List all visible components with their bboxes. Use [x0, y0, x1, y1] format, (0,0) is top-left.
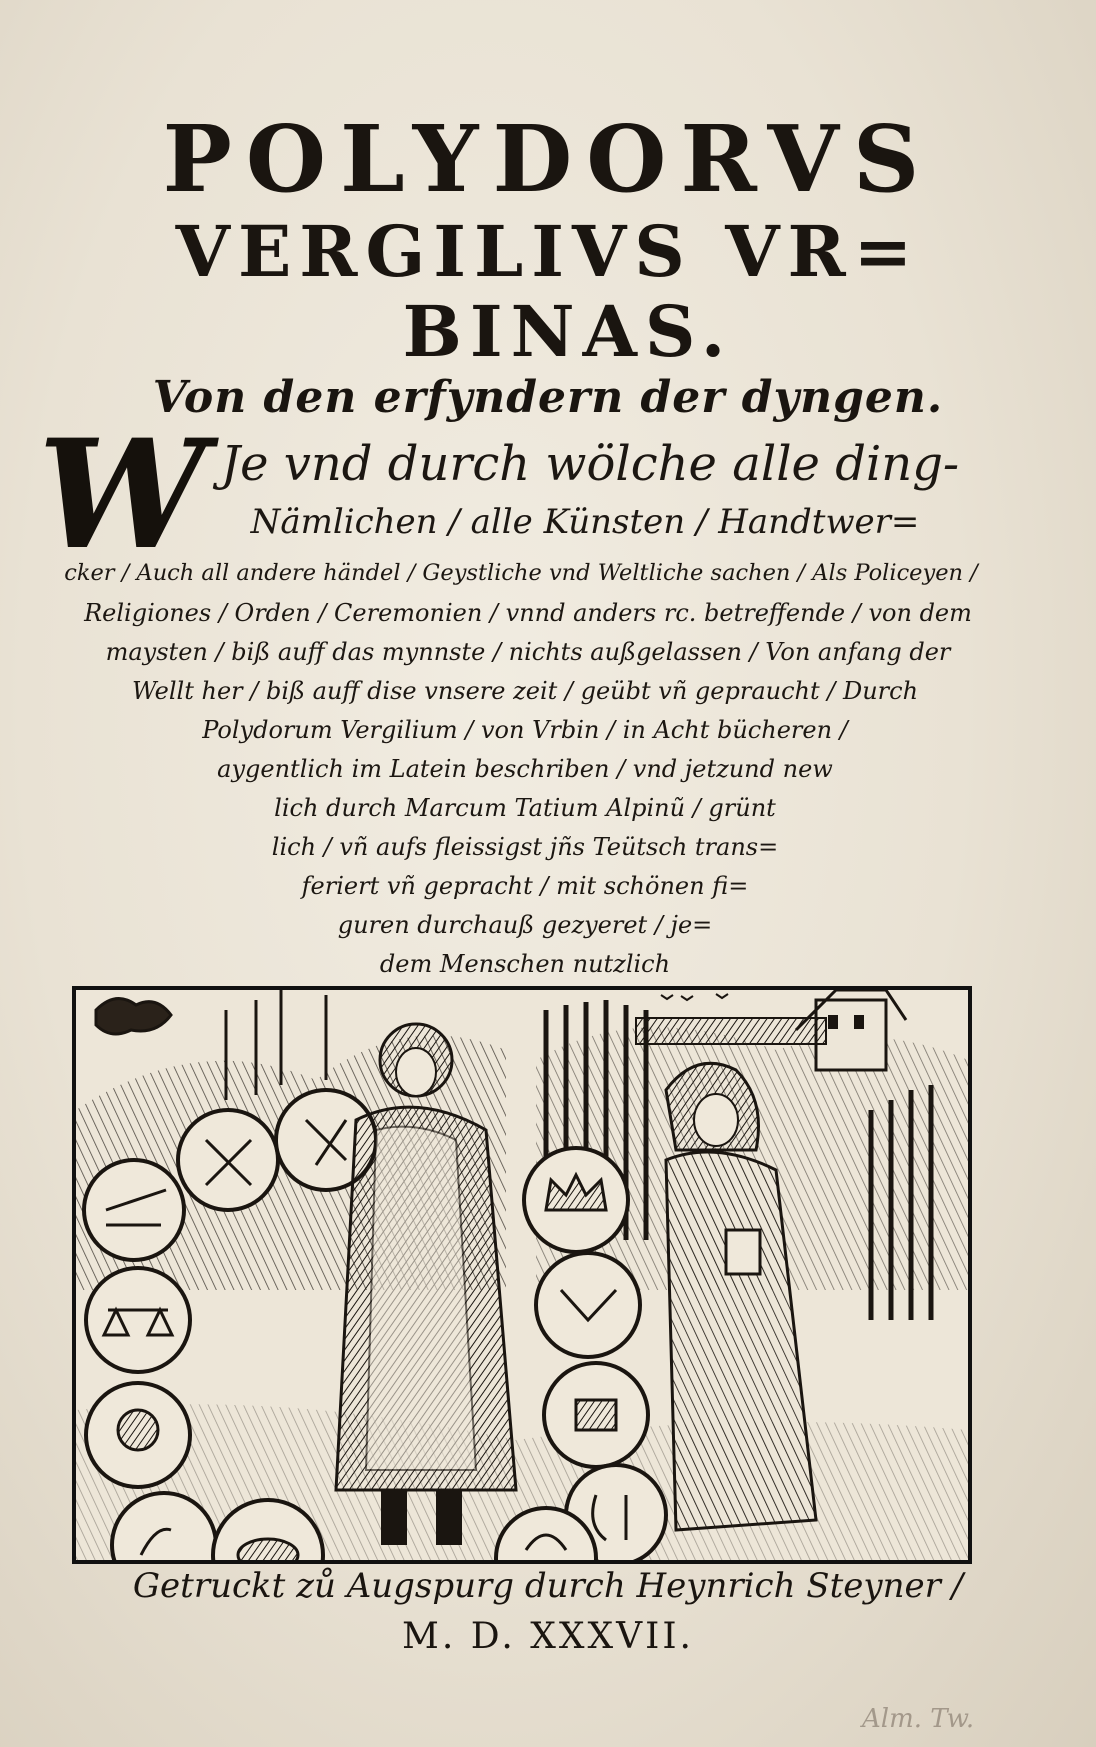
body-line: guren durchauß gezyeret / je=: [337, 911, 713, 939]
imprint-date: M. D. XXXVII.: [402, 1616, 694, 1657]
body-line: Religiones / Orden / Ceremonien / vnnd anders rc. betreffende / von dem: [84, 599, 972, 627]
body-line: lich / vñ aufs fleissigst jñs Teütsch trans=: [271, 833, 779, 861]
woodcut-illustration: [72, 986, 972, 1564]
title-line-1: POLYDORVS: [162, 105, 934, 213]
body-line: Polydorum Vergilium / von Vrbin / in Acht bücheren /: [202, 716, 848, 744]
imprint-printer: Getruckt zů Augspurg durch Heynrich Steyner /: [132, 1566, 964, 1606]
title-line-3: BINAS.: [402, 290, 734, 373]
woodcut-drawing: [76, 990, 968, 1560]
body-line: aygentlich im Latein beschriben / vnd jetzund new: [217, 755, 833, 783]
body-line: feriert vñ gepracht / mit schönen fi=: [301, 872, 749, 900]
handwritten-inscription: Alm. Tw.: [862, 1704, 975, 1734]
subtitle: Von den erfyndern der dyngen.: [152, 372, 944, 423]
decorated-initial: W: [38, 407, 207, 583]
title-line-2: VERGILIVS VR=: [175, 210, 921, 293]
body-line: Nämlichen / alle Künsten / Handtwer=: [250, 502, 920, 542]
body-line: Je vnd durch wölche alle ding-: [220, 436, 960, 492]
body-line: Wellt her / biß auff dise vnsere zeit / geübt vñ gepraucht / Durch: [131, 677, 919, 705]
body-line: dem Menschen nutzlich: [379, 950, 671, 978]
body-line: cker / Auch all andere händel / Geystliche vnd Weltliche sachen / Als Policeyen /: [64, 560, 978, 586]
body-line: maysten / biß auff das mynnste / nichts außgelassen / Von anfang der: [105, 638, 951, 666]
body-line: lich durch Marcum Tatium Alpinũ / grünt: [274, 794, 776, 822]
